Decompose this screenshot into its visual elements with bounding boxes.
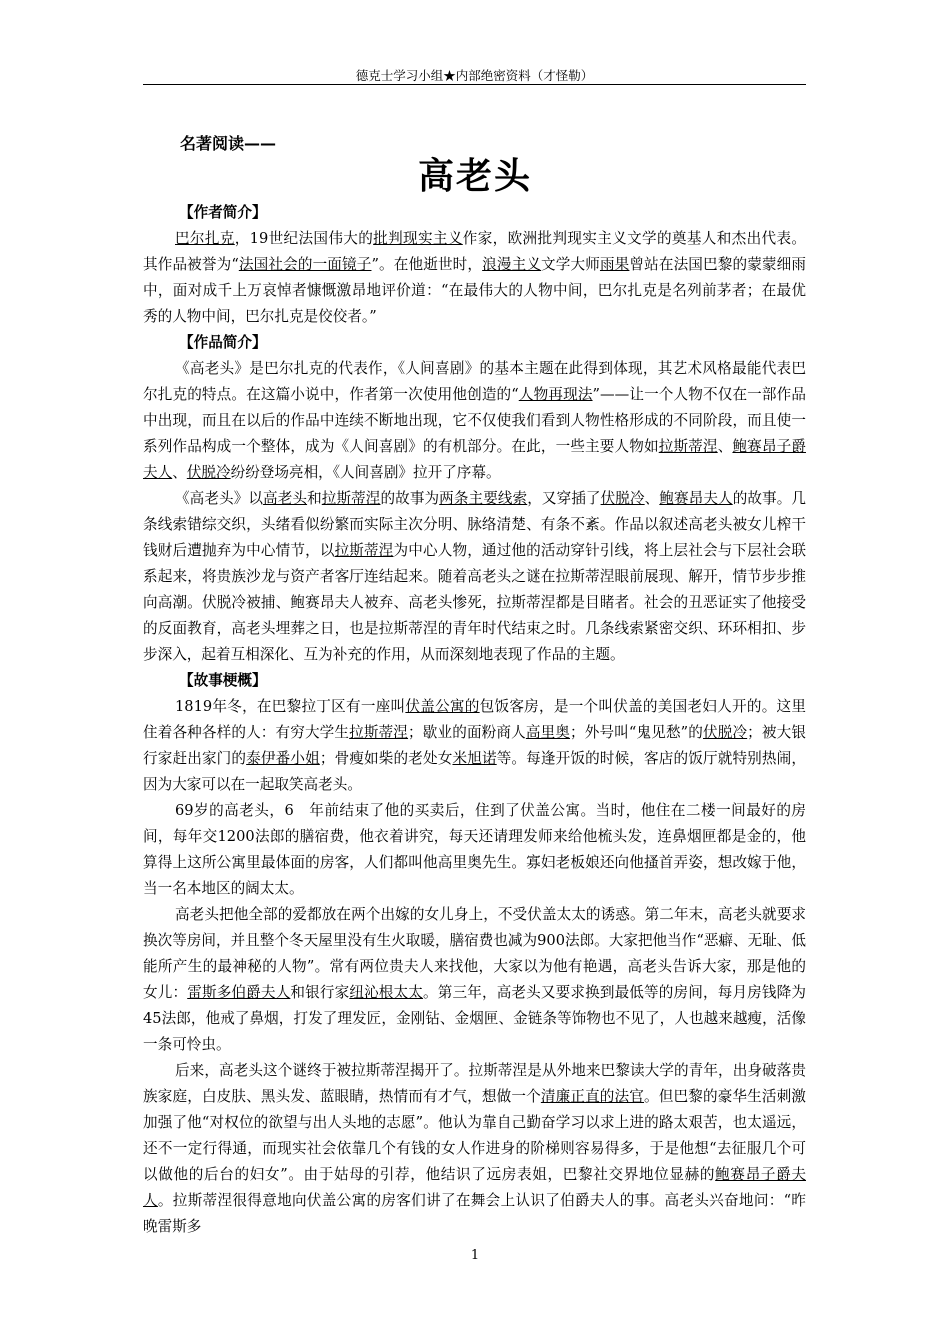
text-run: ”。在他逝世时， bbox=[371, 256, 483, 273]
underlined-term: 人物再现法 bbox=[518, 386, 593, 403]
underlined-term: 高里奥 bbox=[525, 724, 571, 741]
text-run: 和 bbox=[307, 490, 322, 507]
text-run: ；骨瘦如柴的老处女 bbox=[319, 750, 453, 767]
text-run: 文学大师 bbox=[541, 256, 600, 273]
text-run: 作家，欧洲批判现实主义文学的奠基人和杰出代表。其作品被誉为“ bbox=[143, 230, 806, 273]
section-heading-story: 【故事梗概】 bbox=[179, 672, 267, 689]
underlined-term: 高老头 bbox=[263, 490, 308, 507]
text-run: 、 bbox=[172, 464, 187, 481]
article-body bbox=[143, 200, 806, 1240]
text-run: 曾站在法国巴黎的蒙蒙细雨中，面对成千上万哀悼者慷慨激昂地评价道：“在最伟大的人物中间，巴尔扎克是名列前茅者；在最优秀的人物中间，巴尔扎克是佼佼者。” bbox=[143, 256, 806, 325]
underlined-term: 泰伊番小姐 bbox=[246, 750, 320, 767]
underlined-term: 雨果 bbox=[599, 256, 630, 273]
text-run: 《高老头》以 bbox=[175, 490, 264, 507]
text-run: 包饭客房，是一个叫伏盖的美国老妇人开的。这里住着各种各样的人：有穷大学生 bbox=[143, 698, 806, 741]
paragraph-story-4 bbox=[143, 1058, 806, 1240]
underlined-term: 米旭诺 bbox=[452, 750, 497, 767]
underlined-term: 法国社会的一面镜子 bbox=[238, 256, 372, 273]
paragraph-work-1 bbox=[143, 356, 806, 486]
text-run: 的故事。几条线索错综交织，头绪看似纷繁而实际主次分明、脉络清楚、有条不紊。作品以叙述高老头被女儿榨干钱财后遭抛弃为中心情节，以 bbox=[143, 490, 806, 559]
section-heading-author: 【作者简介】 bbox=[179, 204, 267, 221]
text-run: 《高老头》是巴尔扎克的代表作，《人间喜剧》的基本主题在此得到体现，其艺术风格最能代表巴尔扎克的特点。在这篇小说中，作者第一次使用他创造的“ bbox=[143, 360, 806, 403]
text-run: 1819年冬，在巴黎拉丁区有一座叫 bbox=[175, 698, 406, 715]
underlined-term: 两条主要线索 bbox=[439, 490, 528, 507]
underlined-term: 拉斯蒂涅 bbox=[334, 542, 394, 559]
paragraph-story-3 bbox=[143, 902, 806, 1058]
text-run: 。第三年，高老头又要求换到最低等的房间，每月房钱降为45法郎，他戒了鼻烟，打发了理发匠，金刚钻、金烟匣、金链条等饰物也不见了，人也越来越瘦，活像一条可怜虫。 bbox=[143, 984, 806, 1053]
underlined-term: 浪漫主义 bbox=[482, 256, 542, 273]
text-run: 、 bbox=[717, 438, 733, 455]
underlined-term: 批判现实主义 bbox=[373, 230, 463, 247]
paragraph-story-1 bbox=[143, 694, 806, 798]
paragraph-work-2 bbox=[143, 486, 806, 668]
underlined-term: 鲍赛昂子爵夫人 bbox=[143, 438, 806, 481]
underlined-term: 伏脱冷 bbox=[186, 464, 231, 481]
text-run: 纷纷登场亮相，《人间喜剧》拉开了序幕。 bbox=[230, 464, 501, 481]
underlined-term: 鲍赛昂子爵夫人 bbox=[143, 1166, 806, 1209]
text-run: 、 bbox=[644, 490, 660, 507]
underlined-term: 纽沁根太太 bbox=[349, 984, 424, 1001]
text-run: 高老头把他全部的爱都放在两个出嫁的女儿身上，不受伏盖太太的诱惑。第二年末，高老头就要求换次等房间，并且整个冬天屋里没有生火取暖，膳宿费也减为900法郎。大家把他当作“恶癖、无耻、低能所产生的最神秘的人物”。常有两位贵夫人来找他，大家以为他有艳遇，高老头告诉大家，那是他的女儿： bbox=[143, 906, 806, 1001]
underlined-term: 拉斯蒂涅 bbox=[321, 490, 381, 507]
underlined-term: 巴尔扎克 bbox=[175, 230, 235, 247]
text-run: ，19世纪法国伟大的 bbox=[234, 230, 374, 247]
underlined-term: 拉斯蒂涅 bbox=[349, 724, 409, 741]
text-run: 等。每逢开饭的时候，客店的饭厅就特别热闹，因为大家可以在一起取笑高老头。 bbox=[143, 750, 806, 793]
underlined-term: 鲍赛昂夫人 bbox=[659, 490, 733, 507]
text-run: ；歇业的面粉商人 bbox=[408, 724, 526, 741]
text-run: 。但巴黎的豪华生活刺激加强了他“对权位的欲望与出人头地的志愿”。他认为靠自己勤奋学习以求上进的路太艰苦，也太遥远，还不一定行得通，而现实社会依靠几个有钱的女人作进身的阶梯则容易得多，于是他想“去征服几个可以做他的后台的妇女”。由于姑母的引荐，他结识了远房表姐，巴黎社交界地位显赫的 bbox=[143, 1088, 806, 1183]
text-run: ；被大银行家赶出家门的 bbox=[143, 724, 806, 767]
section-heading-work: 【作品简介】 bbox=[179, 334, 267, 351]
kicker-label: 名著阅读—— bbox=[180, 134, 277, 153]
text-run: 的故事为 bbox=[380, 490, 440, 507]
text-run: 后来，高老头这个谜终于被拉斯蒂涅揭开了。拉斯蒂涅是从外地来巴黎读大学的青年，出身破落贵族家庭，白皮肤、黑头发、蓝眼睛，热情而有才气，想做一个 bbox=[143, 1062, 806, 1105]
text-run: ，又穿插了 bbox=[527, 490, 601, 507]
text-run: 。拉斯蒂涅很得意地向伏盖公寓的房客们讲了在舞会上认识了伯爵夫人的事。高老头兴奋地问：“昨晚雷斯多 bbox=[143, 1192, 806, 1235]
underlined-term: 清廉正直的法官 bbox=[540, 1088, 645, 1105]
underlined-term: 伏盖公寓的 bbox=[405, 698, 480, 715]
underlined-term: 拉斯蒂涅 bbox=[658, 438, 718, 455]
underlined-term: 伏脱冷 bbox=[703, 724, 748, 741]
page-number: 1 bbox=[470, 1248, 480, 1263]
paragraph-author bbox=[143, 226, 806, 330]
running-header: 德克士学习小组★内部绝密资料（才怪勒） bbox=[355, 68, 594, 83]
underlined-term: 伏脱冷 bbox=[600, 490, 645, 507]
text-run: ；外号叫“鬼见愁”的 bbox=[570, 724, 703, 741]
header-rule bbox=[143, 84, 806, 85]
underlined-term: 雷斯多伯爵夫人 bbox=[187, 984, 291, 1001]
paragraph-story-2: 69岁的高老头，6 年前结束了他的买卖后，住到了伏盖公寓。当时，他住在二楼一间最好的房间，每年交1200法郎的膳宿费，他衣着讲究，每天还请理发师来给他梳头发，连鼻烟匣都是金的，他算得上这所公寓里最体面的房客，人们都叫他高里奥先生。寡妇老板娘还向他搔首弄姿，想改嫁于他，当一名本地区的阔太太。 bbox=[143, 802, 806, 897]
page-title: 高老头 bbox=[417, 155, 532, 197]
text-run: 为中心人物，通过他的活动穿针引线，将上层社会与下层社会联系起来，将贵族沙龙与资产者客厅连结起来。随着高老头之谜在拉斯蒂涅眼前展现、解开，情节步步推向高潮。伏脱冷被捕、鲍赛昂夫人被弃、高老头惨死，拉斯蒂涅都是目睹者。社会的丑恶证实了他接受的反面教育，高老头埋葬之日，也是拉斯蒂涅的青年时代结束之时。几条线索紧密交织、环环相扣、步步深入，起着互相深化、互为补充的作用，从而深刻地表现了作品的主题。 bbox=[143, 542, 806, 663]
text-run: ”——让一个人物不仅在一部作品中出现，而且在以后的作品中连续不断地出现，它不仅使我们看到人物性格形成的不同阶段，而且使一系列作品构成一个整体，成为《人间喜剧》的有机部分。在此，一些主要人物如 bbox=[143, 386, 806, 455]
text-run: 和银行家 bbox=[290, 984, 350, 1001]
